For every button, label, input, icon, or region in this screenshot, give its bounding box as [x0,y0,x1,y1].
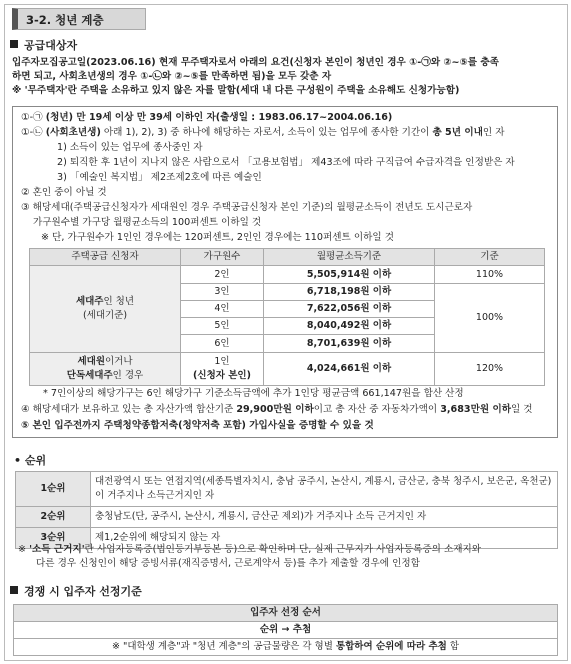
table-row [16,507,558,528]
selection-heading-text: 경쟁 시 입주자 선정기준 [24,585,142,598]
bullet-square-icon [10,586,18,594]
table-row: 6인 8,701,639원 이하 [30,335,545,352]
selection-order: 순위 → 추첨 [14,622,558,639]
req-new-worker: ①-㉡ (사회초년생) 아래 1), 2), 3) 중 하나에 해당하는 자로서, 소득이 있는 업무에 종사한 기간이 총 5년 이내인 자 [21,127,505,138]
intro-note: ※ '무주택자'란 주택을 소유하고 있지 않은 자를 말함(세대 내 다른 구성원이 주택을 소유해도 신청가능함) [12,85,460,96]
req-savings: ⑤ 본인 입주전까지 주택청약종합저축(청약저축 포함) 가입사실을 증명할 수 있을 것 [21,420,374,431]
section-title: 3-2. 청년 계층 [12,8,146,30]
col-income: 월평균소득기준 [264,249,435,266]
rank-desc: 충청남도(단, 공주시, 논산시, 계룡시, 금산군 제외)가 거주지나 소득 근거지인 자 [91,507,558,528]
income-source-note: ※ '소득 근거지'란 사업자등록증(법인등기부등본 등)으로 확인하며 단, 실제 근무지가 사업자등록증의 소재지와 다른 경우 신청인이 해당 증빙서류(재직증명서, 근로계약서 등)를 추가 제출할 경우에 인정함 [18,544,482,569]
intro-line-1: 입주자모집공고일(2023.06.16) 현재 무주택자로서 아래의 요건(신청자 본인이 청년인 경우 ①-㉠와 ②~⑤를 충족 [12,57,499,68]
req-unmarried: ② 혼인 중이 아닐 것 [21,187,107,198]
ratio-100: 100% [435,283,545,352]
income-table-header [30,249,545,266]
requirements-box [12,106,558,438]
req-youth: ①-㉠ (청년) 만 19세 이상 만 39세 이하인 자(출생일 : 1983.06.17~2004.06.16) [21,112,393,123]
table-row: 3인 6,718,198원 이하 100% [30,283,545,300]
table-row: 세대주인 청년 (세대기준) 2인 5,505,914원 이하 110% [30,266,545,283]
selection-table [13,604,558,656]
req-sub-2: 2) 퇴직한 후 1년이 지나지 않은 사람으로서 「고용보험법」 제43조에 따라 구직급여 수급자격을 인정받은 자 [57,157,515,168]
rank-desc: 제1,2순위에 해당되지 않는 자 [91,528,558,549]
table-row [16,472,558,507]
income-footnote: * 7인이상의 해당가구는 6인 해당가구 기준소득금액에 추가 1인당 평균금액 661,147원을 합산 산정 [43,388,464,399]
req-income-a: ③ 해당세대(주택공급신청자가 세대원인 경우 주택공급신청자 본인 기준)의 월평균소득이 전년도 도시근로자 [21,202,473,213]
req-sub-1: 1) 소득이 있는 업무에 종사중인 자 [57,142,203,153]
table-row: 세대원이거나 단독세대주인 경우 1인 (신청자 본인) 4,024,661원 이하 120% [30,352,545,385]
single-size-cell: 1인 (신청자 본인) [181,352,264,385]
rank-desc: 대전광역시 또는 연접지역(세종특별자치시, 충남 공주시, 논산시, 계룡시, 금산군, 충북 청주시, 보은군, 옥천군)이 거주지나 소득근거지인 자 [91,472,558,507]
req-income-b: 가구원수별 가구당 월평균소득의 100퍼센트 이하일 것 [33,217,262,228]
intro-line-2: 하면 되고, 사회초년생의 경우 ①-㉡와 ②~⑤를 만족하면 됨)을 모두 갖춘 자 [12,71,332,82]
selection-heading [10,584,142,600]
supply-target-heading-text: 공급대상자 [24,39,78,52]
group-head-youth: 세대주인 청년 (세대기준) [30,266,181,352]
rank-table [15,471,558,549]
req-assets: ④ 해당세대가 보유하고 있는 총 자산가액 합산기준 29,900만원 이하이고 총 자산 중 자동차가액이 3,683만원 이하일 것 [21,404,533,415]
supply-target-heading [10,38,77,54]
rank-label: 1순위 [16,472,91,507]
col-applicant: 주택공급 신청자 [30,249,181,266]
rank-label: 3순위 [16,528,91,549]
req-sub-3: 3) 「예술인 복지법」 제2조제2호에 따른 예술인 [57,172,262,183]
rank-label: 2순위 [16,507,91,528]
col-ratio: 기준 [435,249,545,266]
table-row: 5인 8,040,492원 이하 [30,318,545,335]
bullet-square-icon [10,40,18,48]
income-table [29,248,545,386]
selection-note: ※ "대학생 계층"과 "청년 계층"의 공급물량은 각 형별 통합하여 순위에 따라 추첨 함 [14,639,558,656]
table-row: 4인 7,622,056원 이하 [30,300,545,317]
rank-heading: • 순위 [14,454,47,467]
group-head-member: 세대원이거나 단독세대주인 경우 [30,352,181,385]
req-income-note: ※ 단, 가구원수가 1인인 경우에는 120퍼센트, 2인인 경우에는 110퍼센트 이하일 것 [41,232,394,243]
selection-table-header: 입주자 선정 순서 [14,605,558,622]
col-household: 가구원수 [181,249,264,266]
